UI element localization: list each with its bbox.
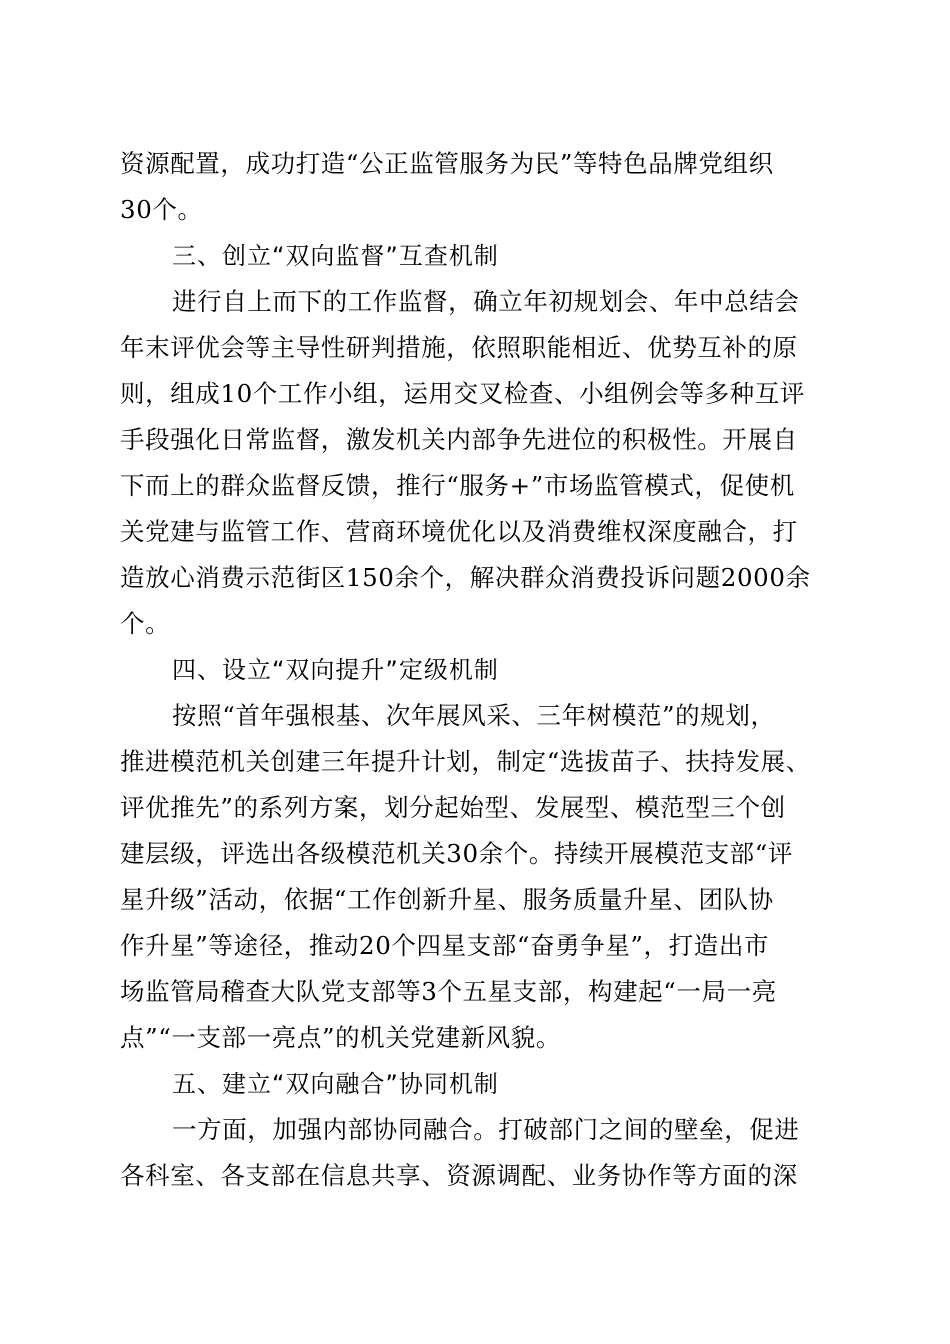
text-line: 手段强化日常监督，激发机关内部争先进位的积极性。开展自 [120, 425, 798, 454]
section-heading-3: 三、创立“双向监督”互查机制 [172, 242, 499, 270]
text-line: 则，组成10个工作小组，运用交叉检查、小组例会等多种互评 [120, 379, 805, 408]
text-line: 资源配置，成功打造“公正监管服务为民”等特色品牌党组织 [120, 149, 774, 178]
text-line: 个。 [120, 609, 171, 638]
section-heading-5: 五、建立“双向融合”协同机制 [172, 1070, 499, 1098]
text-line: 年末评优会等主导性研判措施，依照职能相近、优势互补的原 [120, 333, 798, 362]
text-line: 点”“一支部一亮点”的机关党建新风貌。 [120, 1023, 561, 1052]
paragraph-first-line: 一方面，加强内部协同融合。打破部门之间的壁垒，促进 [172, 1115, 800, 1144]
paragraph-first-line: 按照“首年强根基、次年展风采、三年树模范”的规划， [172, 701, 776, 730]
text-line: 下而上的群众监督反馈，推行“服务+”市场监管模式，促使机 [120, 471, 795, 500]
text-line: 各科室、各支部在信息共享、资源调配、业务协作等方面的深 [120, 1161, 798, 1190]
text-line: 建层级，评选出各级模范机关30余个。持续开展模范支部“评 [120, 839, 793, 868]
section-heading-4: 四、设立“双向提升”定级机制 [172, 656, 499, 684]
paragraph-first-line: 进行自上而下的工作监督，确立年初规划会、年中总结会 [172, 287, 800, 316]
text-line: 推进模范机关创建三年提升计划，制定“选拔苗子、扶持发展、 [120, 747, 811, 776]
body-text [120, 141, 830, 1199]
text-line: 评优推先”的系列方案，划分起始型、发展型、模范型三个创 [120, 793, 786, 822]
text-line: 关党建与监管工作、营商环境优化以及消费维权深度融合，打 [120, 517, 798, 546]
text-line: 星升级”活动，依据“工作创新升星、服务质量升星、团队协 [120, 885, 774, 914]
text-line: 作升星”等途径，推动20个四星支部“奋勇争星”，打造出市 [120, 931, 770, 960]
text-line: 场监管局稽查大队党支部等3个五星支部，构建起“一局一亮 [120, 977, 777, 1006]
text-line: 30个。 [120, 195, 203, 224]
text-line: 造放心消费示范街区150余个，解决群众消费投诉问题2000余 [120, 563, 811, 592]
